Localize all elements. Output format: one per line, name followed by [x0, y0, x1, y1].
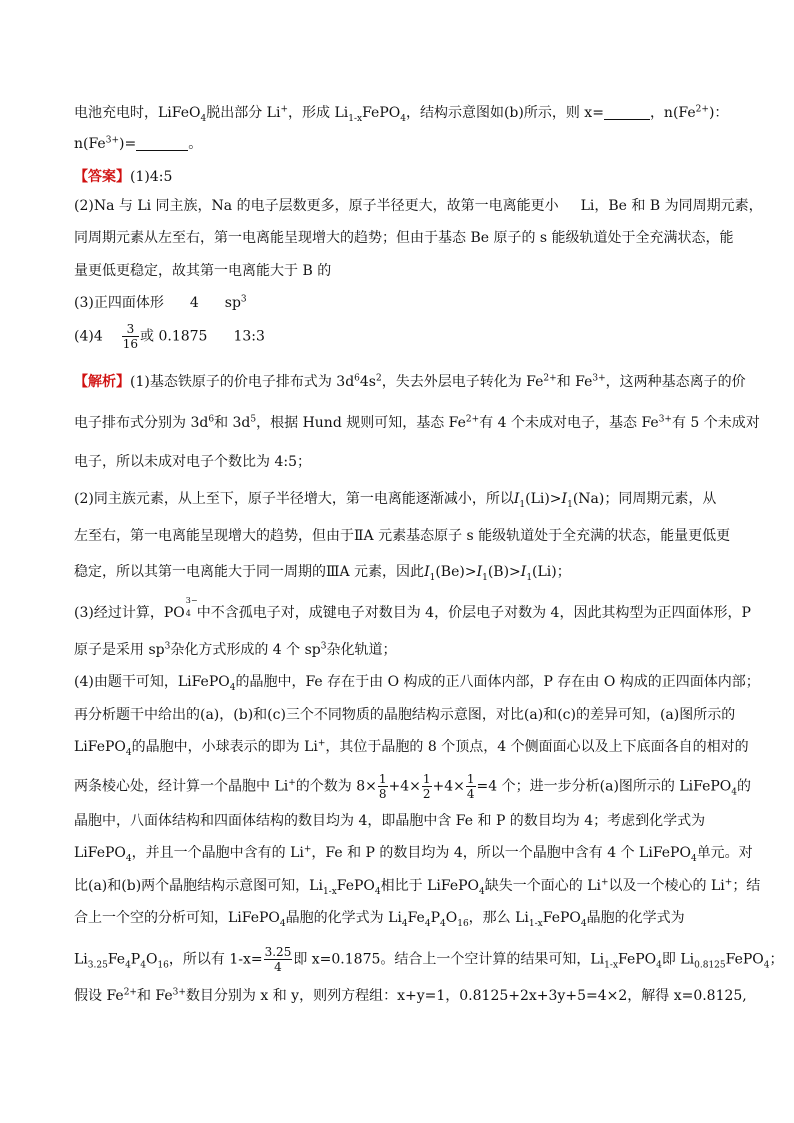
- phosphate-charge-script: 3− 4: [185, 596, 198, 618]
- fraction-1-2: $\frac{1}{2}$: [422, 772, 431, 801]
- analysis-line-17: $Li_{3.25}Fe_4P_4O_{16}$，所以有 1-x= $\frac{3.25}{4}$ 即 x=0.1875。结合上一个空计算的结果可知，$Li_{1-x}FePO_4$即 $Li_{0.8125}FePO_4$；: [74, 945, 784, 974]
- answer-tag: 【答案】: [74, 169, 130, 185]
- analysis-line-8: 原子是采用 $sp^3$杂化方式形成的 4 个 $sp^3$杂化轨道；: [74, 641, 397, 658]
- analysis-line-11: LiFePO$_4$的晶胞中，小球表示的即为 Li+，其位于晶胞的 8 个顶点，4 个侧面面心以及上下底面各自的相对的: [74, 738, 749, 758]
- analysis-line-16: 合上一个空的分析可知，LiFePO$_4$晶胞的化学式为 $Li_4Fe_4P_4O_{16}$，那么 $Li_{1-x}FePO_4$晶胞的化学式为: [74, 910, 685, 929]
- question-line-2: $n(Fe^{3+})=$ 。: [74, 135, 203, 152]
- fraction-3.25-4: $\frac{3.25}{4}$: [264, 945, 292, 974]
- analysis-line-2: 电子排布式分别为 $3d^6$和 $3d^5$，根据 Hund 规则可知，基态 $Fe^{2+}$有 4 个未成对电子，基态 $Fe^{3+}$有 5 个未成对: [74, 414, 760, 431]
- analysis-line-9: (4)由题干可知，LiFePO$_4$的晶胞中，Fe 存在于由 O 构成的正八面体内部，P 存在由 O 构成的正四面体内部；: [74, 674, 760, 693]
- answer-line-2a: (2)Na 与 Li 同主族，Na 的电子层数更多，原子半径更大，故第一电离能更小 Li，Be 和 B 为同周期元素，: [74, 198, 763, 214]
- analysis-line-18: 假设 $Fe^{2+}$和 $Fe^{3+}$数目分别为 x 和 y，则列方程组：x+y=1，0.8125+2x+3y+5=4×2，解得 x=0.8125,: [74, 987, 747, 1004]
- question-line-1: 电池充电时，LiFeO$_4$脱出部分 Li+，形成 $Li_{1-x}FePO_4$，结构示意图如(b)所示，则 x= ，$n(Fe^{2+})$：: [74, 104, 729, 124]
- answer-line-4: (4)4 $\frac{3}{16}$ 或 0.1875 13:3: [74, 322, 265, 351]
- analysis-tag: 【解析】: [74, 374, 130, 390]
- fraction-1-4: $\frac{1}{4}$: [466, 772, 475, 801]
- analysis-line-13: 晶胞中，八面体结构和四面体结构的数目均为 4，即晶胞中含 Fe 和 P 的数目均为 4；考虑到化学式为: [74, 813, 706, 829]
- analysis-line-15: 比(a)和(b)两个晶胞结构示意图可知，$Li_{1-x}FePO_4$相比于 LiFePO$_4$缺失一个面心的 Li+以及一个棱心的 Li+；结: [74, 877, 761, 897]
- answer-line-2b: 同周期元素从左至右，第一电离能呈现增大的趋势；但由于基态 Be 原子的 s 能级轨道处于全充满状态，能: [74, 230, 734, 246]
- answer-line-2c: 量更低更稳定，故其第一电离能大于 B 的: [74, 263, 332, 279]
- analysis-line-1: 【解析】(1)基态铁原子的价电子排布式为 $3d^64s^2$，失去外层电子转化为 $Fe^{2+}$和 $Fe^{3+}$，这两种基态离子的价: [74, 373, 746, 390]
- analysis-line-4: (2)同主族元素，从上至下，原子半径增大，第一电离能逐渐减小，所以$I_1(Li)>I_1(Na)$；同周期元素，从: [74, 491, 717, 510]
- analysis-line-14: LiFePO$_4$，并且一个晶胞中含有的 Li+，Fe 和 P 的数目均为 4，所以一个晶胞中含有 4 个 LiFePO$_4$单元。对: [74, 844, 753, 864]
- equation-system: x+y=1，0.8125+2x+3y+5=4×2: [397, 988, 628, 1004]
- analysis-line-6: 稳定，所以其第一电离能大于同一周期的ⅢA 元素，因此$I_1(Be)>I_1(B)>I_1(Li)$；: [74, 564, 571, 583]
- answer-blank-ratio: [136, 136, 188, 151]
- fraction-1-8: $\frac{1}{8}$: [378, 772, 387, 801]
- answer-line-3: (3)正四面体形 4 $sp^3$: [74, 294, 247, 311]
- analysis-line-3: 电子，所以未成对电子个数比为 4:5；: [74, 454, 311, 470]
- analysis-line-12: 两条棱心处，经计算一个晶胞中 Li+的个数为 8× $\frac{1}{8}$ +4× $\frac{1}{2}$ +4× $\frac{1}{4}$ =4 个；进一步分析(a)图所示的 LiFePO$_4$的: [74, 772, 751, 801]
- analysis-line-7: (3)经过计算，PO 3− 4 中不含孤电子对，成键电子对数目为 4，价层电子对数为 4，因此其构型为正四面体形，P: [74, 596, 751, 621]
- answer-header: 【答案】(1)4:5: [74, 169, 173, 185]
- answer-blank-x: [604, 105, 650, 120]
- analysis-line-5: 左至右，第一电离能呈现增大的趋势，但由于ⅡA 元素基态原子 s 能级轨道处于全充满的状态，能量更低更: [74, 528, 731, 544]
- analysis-line-10: 再分析题干中给出的(a)，(b)和(c)三个不同物质的晶胞结构示意图，对比(a)和(c)的差异可知，(a)图所示的: [74, 707, 736, 723]
- fraction-3-16: $\frac{3}{16}$: [122, 322, 139, 351]
